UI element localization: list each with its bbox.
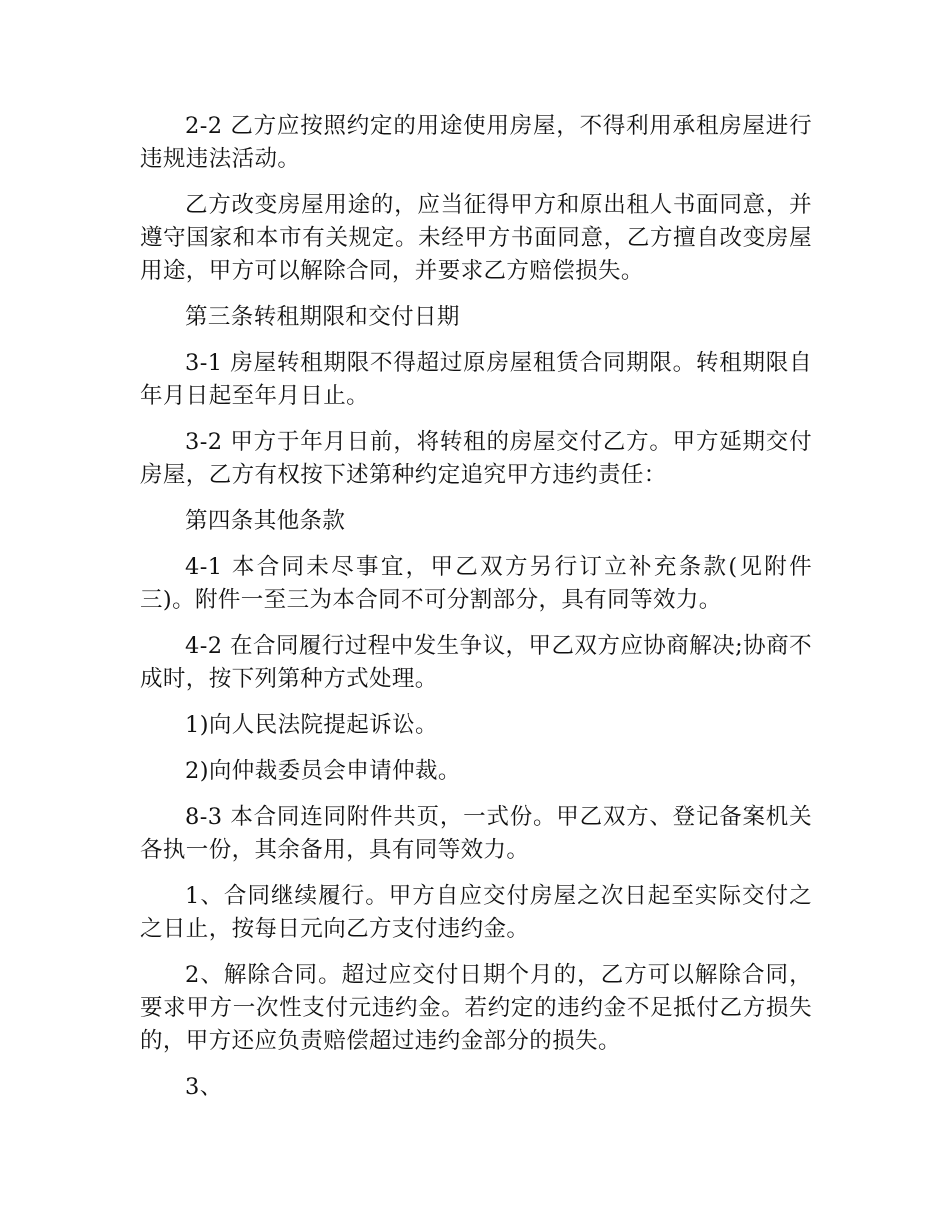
clause-8-3: 8-3 本合同连同附件共页，一式份。甲乙双方、登记备案机关各执一份，其余备用，具有同等效力。 — [140, 804, 812, 863]
clause-4-2: 4-2 在合同履行过程中发生争议，甲乙双方应协商解决;协商不成时，按下列第种方式处理。 — [140, 633, 812, 692]
clause-3-1: 3-1 房屋转租期限不得超过原房屋租赁合同期限。转租期限自年月日起至年月日止。 — [140, 350, 812, 409]
dispute-option-2: 2)向仲裁委员会申请仲裁。 — [185, 758, 461, 784]
article-4-heading: 第四条其他条款 — [185, 508, 346, 534]
usage-change-paragraph: 乙方改变房屋用途的，应当征得甲方和原出租人书面同意，并遵守国家和本市有关规定。未经甲方书面同意，乙方擅自改变房屋用途，甲方可以解除合同，并要求乙方赔偿损失。 — [140, 192, 812, 284]
breach-option-2: 2、解除合同。超过应交付日期个月的，乙方可以解除合同，要求甲方一次性支付元违约金。若约定的违约金不足抵付乙方损失的，甲方还应负责赔偿超过违约金部分的损失。 — [140, 962, 812, 1054]
clause-4-1: 4-1 本合同未尽事宜，甲乙双方另行订立补充条款(见附件三)。附件一至三为本合同不可分割部分，具有同等效力。 — [140, 554, 812, 613]
dispute-option-1: 1)向人民法院提起诉讼。 — [185, 712, 438, 738]
document-body — [140, 110, 812, 1117]
breach-option-3: 3、 — [185, 1074, 223, 1100]
breach-option-1: 1、合同继续履行。甲方自应交付房屋之次日起至实际交付之之日止，按每日元向乙方支付违约金。 — [140, 883, 812, 942]
clause-3-2: 3-2 甲方于年月日前，将转租的房屋交付乙方。甲方延期交付房屋，乙方有权按下述第种约定追究甲方违约责任： — [140, 429, 812, 488]
article-3-heading: 第三条转租期限和交付日期 — [185, 304, 460, 330]
clause-2-2: 2-2 乙方应按照约定的用途使用房屋，不得利用承租房屋进行违规违法活动。 — [140, 113, 812, 172]
